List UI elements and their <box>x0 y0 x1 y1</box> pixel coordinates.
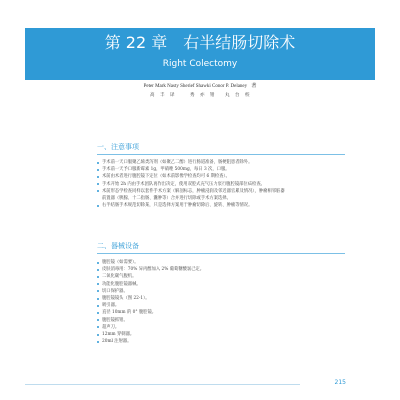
list-item-text: 皮肤消毒用：70% 异丙醇加入 2% 葡萄糖酸氯己定。 <box>102 267 205 273</box>
list-item-text: 手术开始 2h 内由手术团队再作出决定，使用双腔式充气压力泵行腹腔镜部位疝检查。 <box>102 181 265 187</box>
footer-rule <box>25 384 300 385</box>
chapter-subtitle: Right Colectomy <box>162 59 238 69</box>
author-names: Peter Mark Nasty Sherief Shawki Conor P. Delaney <box>143 84 248 89</box>
bullet-icon <box>97 162 99 164</box>
list-item-text: 手术前一天予口服新霉素 1g，甲硝唑 500mg，每日 3 次，口服。 <box>102 167 230 173</box>
list-item-text: 切口保护器。 <box>102 288 128 294</box>
list-item-text: 吸引器。 <box>102 303 120 309</box>
author-role: 著 <box>251 84 257 89</box>
precautions-list <box>97 159 347 209</box>
section-heading-precautions: 一、注意事项 <box>97 143 139 151</box>
bullet-icon <box>97 183 99 185</box>
list-item <box>97 309 347 316</box>
list-item <box>97 273 347 280</box>
list-item-text: 直径 10mm 的 0° 腹腔镜。 <box>102 310 157 316</box>
bullet-icon <box>97 169 99 171</box>
list-item-text: 右半结肠手术规范切除某，只是选择方案用于肿瘤切除后、旋转、肿瘤等情况。 <box>102 203 253 209</box>
list-item-text: 12mm 穿刺器。 <box>102 332 135 338</box>
list-item-text: 腹腔镜（如需要）。 <box>102 260 139 265</box>
list-item-text: 二氧化碳气腹机。 <box>102 274 137 280</box>
list-item-text: 20ml 注射器。 <box>102 339 132 345</box>
bullet-icon <box>97 326 99 328</box>
bullet-icon <box>97 205 99 207</box>
list-item-text: 超声刀。 <box>102 324 120 330</box>
list-item <box>97 281 347 288</box>
list-item <box>97 173 347 180</box>
list-item <box>97 259 347 266</box>
list-item <box>97 188 347 202</box>
section-heading-equipment: 二、器械设备 <box>97 242 139 250</box>
list-item-continuation: 前置器（胰腺、十二指肠、囊肿等）合并进行切除或手术方案选择。 <box>102 196 231 202</box>
bullet-icon <box>97 262 99 264</box>
section-rule <box>97 154 345 155</box>
list-item <box>97 324 347 331</box>
bullet-icon <box>97 190 99 192</box>
bullet-icon <box>97 283 99 285</box>
equipment-list <box>97 259 347 345</box>
list-item-text: 手术前一天口服聚乙烯类泻剂（如聚乙二醇）进行肠道准备，肠梗阻患者除外。 <box>102 160 253 165</box>
chapter-title: 第 22 章 右半结肠切除术 <box>104 33 296 52</box>
section-rule <box>97 253 345 254</box>
bullet-icon <box>97 176 99 178</box>
list-item <box>97 295 347 302</box>
list-item <box>97 317 347 324</box>
page-number: 215 <box>334 379 346 386</box>
list-item <box>97 331 347 338</box>
list-item-text: 功能化腹腔镜器械。 <box>102 281 141 287</box>
translator-line: 高 丰 译 秀 亦 钳 丸 台 校 <box>150 93 250 98</box>
bullet-icon <box>97 298 99 300</box>
chapter-banner <box>25 28 375 80</box>
bullet-icon <box>97 319 99 321</box>
list-item <box>97 302 347 309</box>
bullet-icon <box>97 305 99 307</box>
list-item-text: 术前形态学检查同样以套件手术方案（解剖标志，肿瘤浸润及邻近器官累及情况），肿瘤相邻脏器 <box>102 188 285 194</box>
list-item <box>97 166 347 173</box>
list-item-text: 腹腔镜抓钳。 <box>102 317 128 323</box>
list-item <box>97 159 347 166</box>
list-item-text: 腹腔镜镜头（图 22-1）。 <box>102 296 150 302</box>
bullet-icon <box>97 290 99 292</box>
list-item-text: 术前由术者进行腹腔镜下定位（如术前影像学检查均可 6 期检查）。 <box>102 174 230 180</box>
list-item <box>97 202 347 209</box>
bullet-icon <box>97 312 99 314</box>
list-item <box>97 266 347 273</box>
list-item <box>97 181 347 188</box>
bullet-icon <box>97 341 99 343</box>
bullet-icon <box>97 269 99 271</box>
bullet-icon <box>97 276 99 278</box>
author-line <box>0 83 400 90</box>
list-item <box>97 338 347 345</box>
bullet-icon <box>97 334 99 336</box>
list-item <box>97 288 347 295</box>
